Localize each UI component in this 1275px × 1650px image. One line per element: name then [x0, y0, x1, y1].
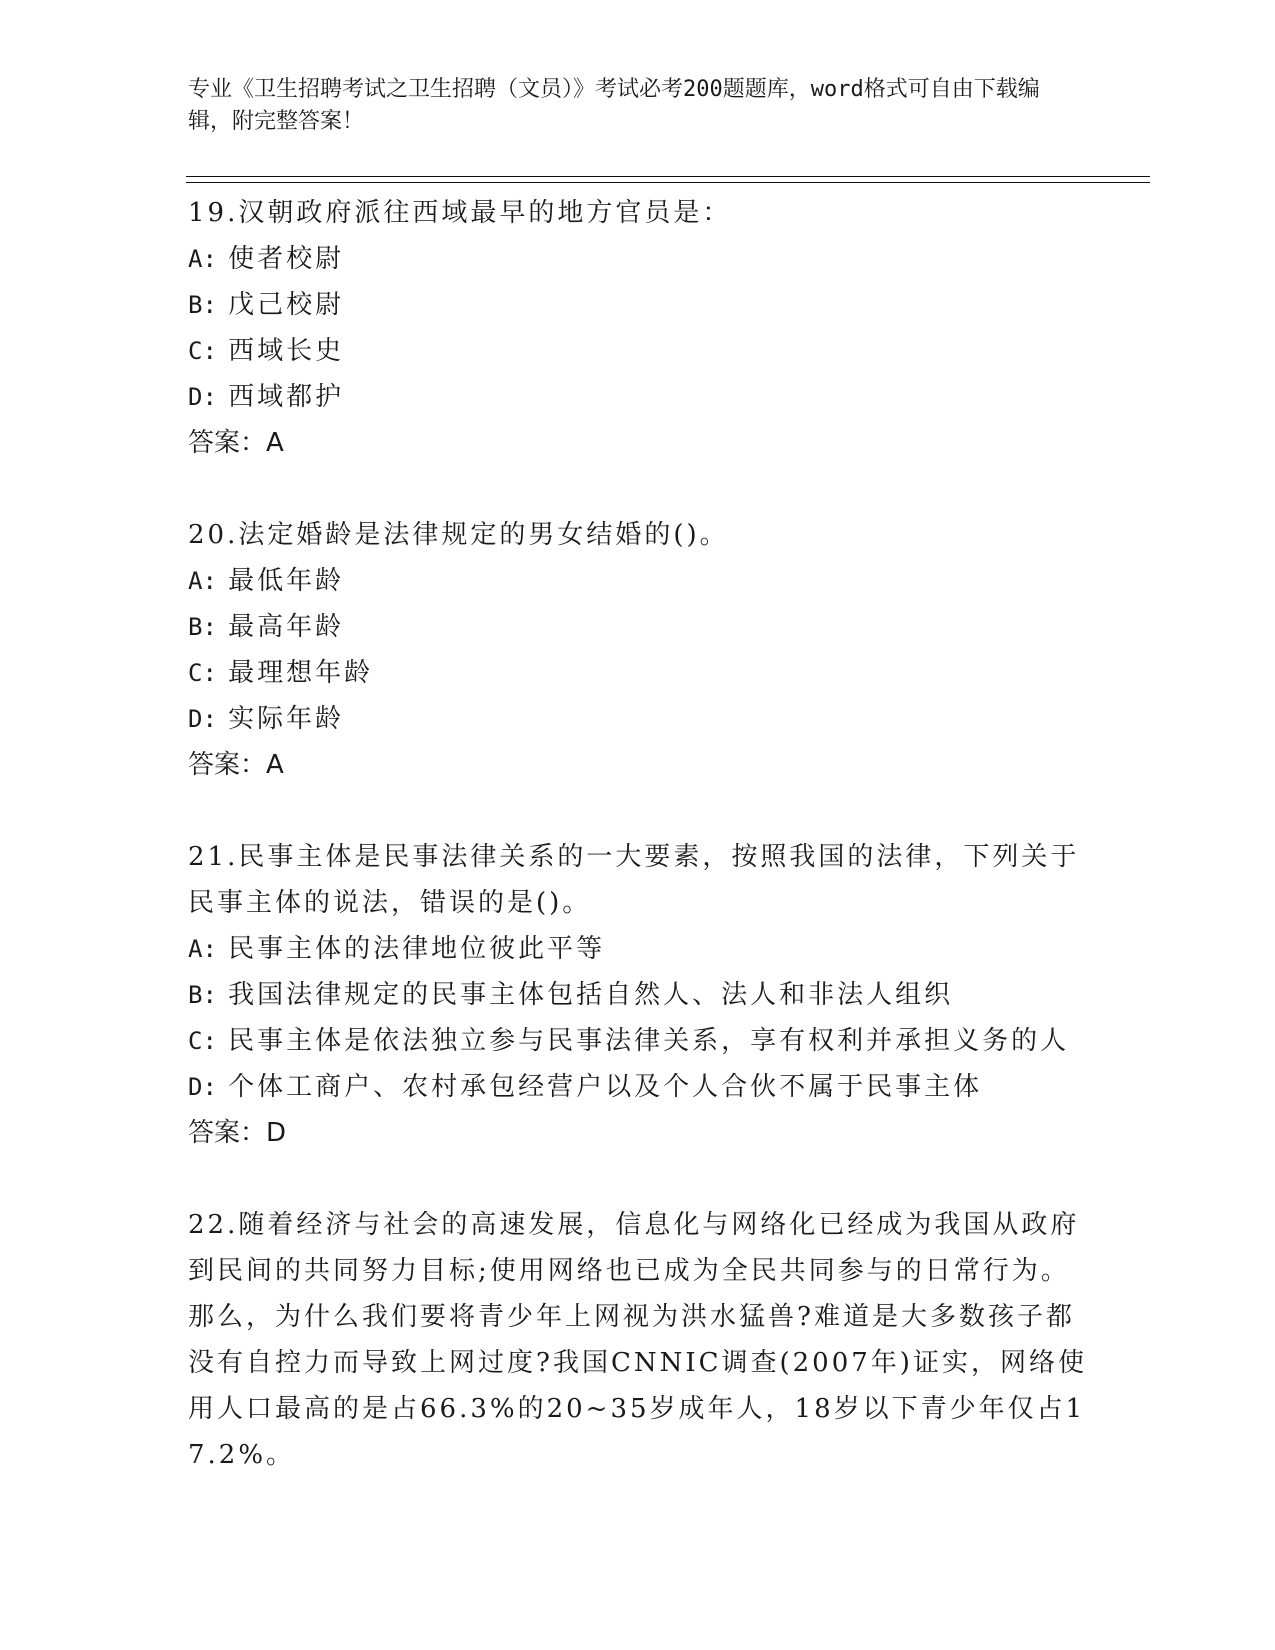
question-22 — [188, 1202, 1088, 1478]
option-letter: A: — [188, 935, 217, 963]
option-text: 民事主体的法律地位彼此平等 — [228, 934, 606, 964]
option-b — [188, 282, 1088, 328]
option-letter: B: — [188, 981, 217, 1009]
answer-line: 答案：A — [188, 750, 284, 780]
header-divider-thick — [186, 182, 1150, 183]
answer-line: 答案：A — [188, 428, 284, 458]
option-letter: C: — [188, 1027, 217, 1055]
question-21 — [188, 834, 1088, 1156]
option-text: 最理想年龄 — [228, 658, 374, 688]
option-letter: C: — [188, 659, 217, 687]
option-d — [188, 374, 1088, 420]
option-letter: B: — [188, 613, 217, 641]
question-stem: 21.民事主体是民事法律关系的一大要素，按照我国的法律，下列关于民事主体的说法，错误的是()。 — [188, 842, 1080, 918]
option-letter: A: — [188, 245, 217, 273]
question-stem: 22.随着经济与社会的高速发展，信息化与网络化已经成为我国从政府到民间的共同努力目标;使用网络也已成为全民共同参与的日常行为。那么，为什么我们要将青少年上网视为洪水猛兽?难道是大多数孩子都没有自控力而导致上网过度?我国CNNIC调查(2007年)证实，网络使用人口最高的是占66.3%的20~35岁成年人，18岁以下青少年仅占17.2%。 — [188, 1210, 1087, 1470]
option-c — [188, 328, 1088, 374]
option-letter: C: — [188, 337, 217, 365]
option-b — [188, 972, 1088, 1018]
option-text: 最低年龄 — [228, 566, 345, 596]
option-a — [188, 926, 1088, 972]
option-a — [188, 558, 1088, 604]
option-letter: D: — [188, 383, 217, 411]
option-text: 戊己校尉 — [228, 290, 345, 320]
option-letter: D: — [188, 705, 217, 733]
question-19 — [188, 190, 1088, 466]
option-b — [188, 604, 1088, 650]
question-20 — [188, 512, 1088, 788]
option-c — [188, 650, 1088, 696]
header-divider-thin — [186, 176, 1150, 177]
option-text: 最高年龄 — [228, 612, 345, 642]
option-text: 民事主体是依法独立参与民事法律关系，享有权利并承担义务的人 — [228, 1026, 1070, 1056]
option-c — [188, 1018, 1088, 1064]
document-header: 专业《卫生招聘考试之卫生招聘（文员）》考试必考200题题库，word格式可自由下载编辑，附完整答案！ — [188, 77, 1040, 134]
option-a — [188, 236, 1088, 282]
option-letter: B: — [188, 291, 217, 319]
question-stem: 20.法定婚龄是法律规定的男女结婚的()。 — [188, 520, 729, 550]
answer-line: 答案：D — [188, 1118, 287, 1148]
question-stem: 19.汉朝政府派往西域最早的地方官员是： — [188, 198, 732, 228]
option-text: 使者校尉 — [228, 244, 345, 274]
option-text: 西域长史 — [228, 336, 345, 366]
option-text: 西域都护 — [228, 382, 345, 412]
option-text: 个体工商户、农村承包经营户以及个人合伙不属于民事主体 — [228, 1072, 983, 1102]
option-d — [188, 1064, 1088, 1110]
option-letter: A: — [188, 567, 217, 595]
option-text: 实际年龄 — [228, 704, 345, 734]
option-letter: D: — [188, 1073, 217, 1101]
option-text: 我国法律规定的民事主体包括自然人、法人和非法人组织 — [228, 980, 954, 1010]
question-list — [188, 190, 1088, 1524]
option-d — [188, 696, 1088, 742]
